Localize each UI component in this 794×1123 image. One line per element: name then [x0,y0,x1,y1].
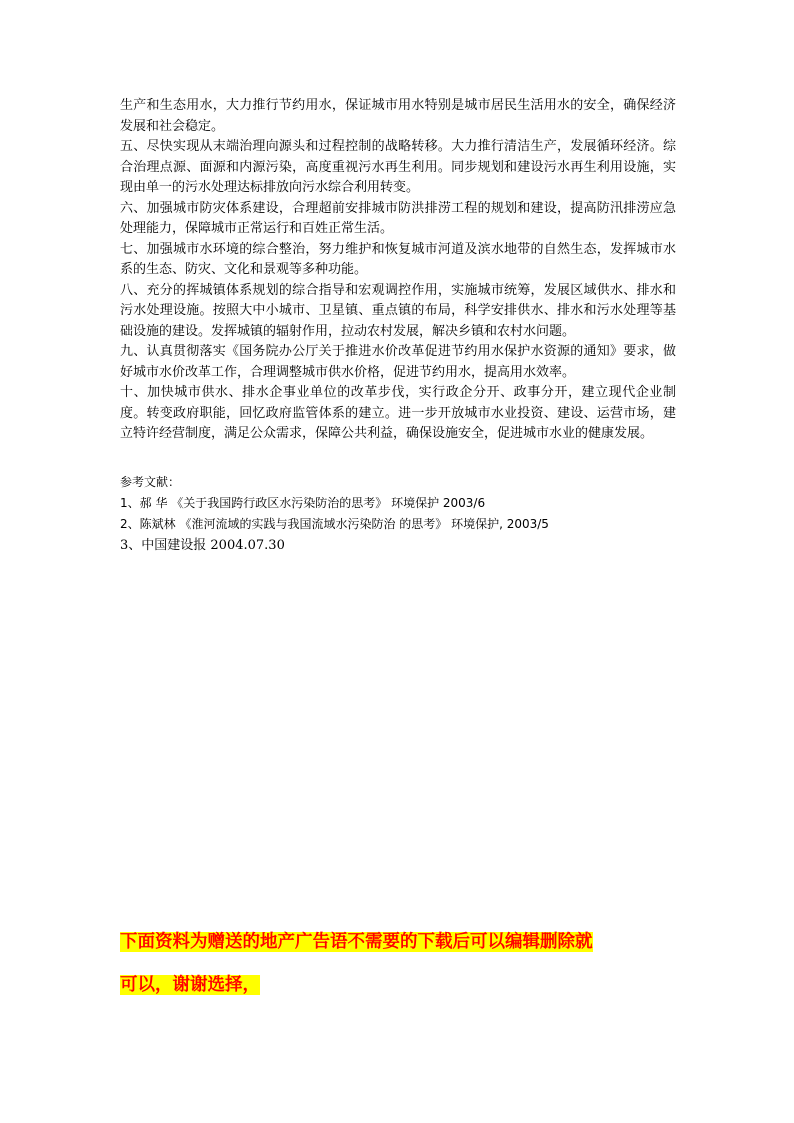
highlighted-notice [120,930,680,1016]
reference-item-2: 2、陈斌林 《淮河流域的实践与我国流域水污染防治 的思考》 环境保护, 2003/5 [120,517,549,531]
paragraph-item-9: 九、认真贯彻落实《国务院办公厅关于推进水价改革促进节约用水保护水资源的通知》要求，做好城市水价改革工作，合理调整城市供水价格，促进节约用水，提高用水效率。 [120,344,676,380]
notice-line-2 [120,973,680,998]
paragraph-item-5: 五、尽快实现从末端治理向源头和过程控制的战略转移。大力推行清洁生产，发展循环经济。综合治理点源、面源和内源污染，高度重视污水再生利用。同步规划和建设污水再生利用设施，实现由单一的污水处理达标排放向污水综合利用转变。 [120,139,676,195]
references-heading: 参考文献： [120,475,181,489]
references-section [120,472,690,556]
paragraph-item-10: 十、加快城市供水、排水企事业单位的改革步伐，实行政企分开、政事分开，建立现代企业制度。转变政府职能，回忆政府监管体系的建立。进一步开放城市水业投资、建设、运营市场，建立特许经营制度，满足公众需求，保障公共利益，确保设施安全，促进城市水业的健康发展。 [120,385,676,441]
reference-item-3: 3、中国建设报 2004.07.30 [120,538,285,553]
paragraph-item-8: 八、充分的挥城镇体系规划的综合指导和宏观调控作用，实施城市统筹，发展区域供水、排水和污水处理设施。按照大中小城市、卫星镇、重点镇的布局，科学安排供水、排水和污水处理等基础设施的建设。发挥城镇的辐射作用，拉动农村发展，解决乡镇和农村水问题。 [120,282,676,339]
body-text [120,96,676,445]
paragraph-item-7: 七、加强城市水环境的综合整治，努力维护和恢复城市河道及滨水地带的自然生态，发挥城市水系的生态、防灾、文化和景观等多种功能。 [120,241,676,277]
notice-line-1-text: 下面资料为赠送的地产广告语不需要的下载后可以编辑删除就 [120,932,593,952]
notice-line-1 [120,930,680,955]
reference-item-1: 1、郝 华 《关于我国跨行政区水污染防治的思考》 环境保护 2003/6 [120,496,486,510]
paragraph-item-6: 六、加强城市防灾体系建设，合理超前安排城市防洪排涝工程的规划和建设，提高防汛排涝应急处理能力，保障城市正常运行和百姓正常生活。 [120,200,676,236]
paragraph-continuation: 生产和生态用水，大力推行节约用水，保证城市用水特别是城市居民生活用水的安全，确保经济发展和社会稳定。 [120,98,676,134]
notice-line-2-text: 可以，谢谢选择， [120,975,260,995]
